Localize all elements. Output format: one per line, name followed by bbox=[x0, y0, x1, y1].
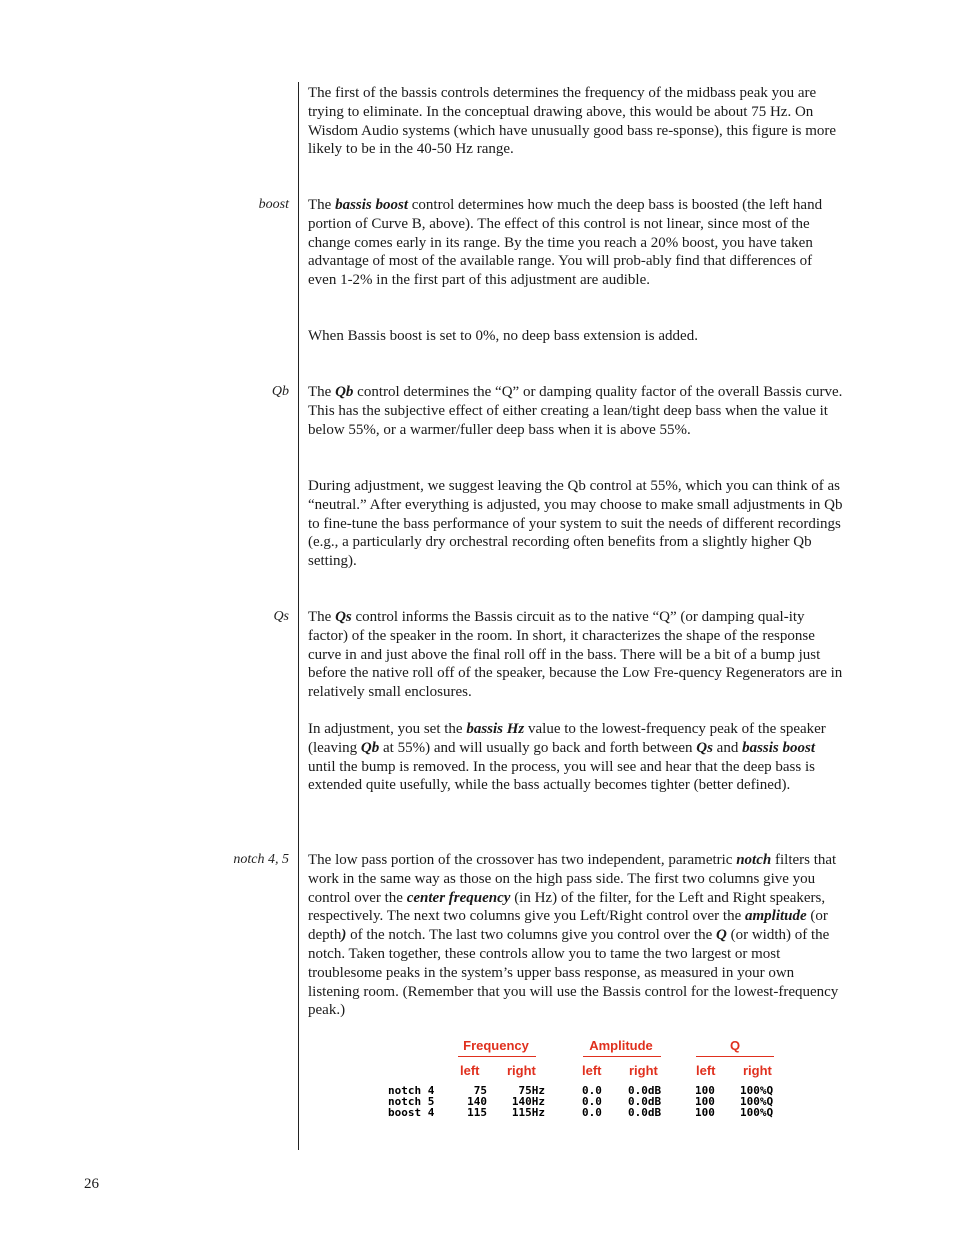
boost-paragraph-1: The bassis boost control determines how much the deep bass is boosted (the left hand portion of Curve B, above). The effect of this control is not linear, since most of the change comes early in its range. By the time you reach a 20% boost, you have taken advantage of most of the available range. You will prob-ably find that differences of even 1-2% in the first part of this adjustment are audible. bbox=[308, 197, 823, 289]
boost-paragraph-2: When Bassis boost is set to 0%, no deep bass extension is added. bbox=[308, 328, 698, 344]
row-2-q-right: 100%Q bbox=[740, 1095, 774, 1108]
intro-paragraph: The first of the bassis controls determines the frequency of the midbass peak you are trying to eliminate. In the conceptual drawing above, this would be about 75 Hz. On Wisdom Audio systems (which have unusually good bass re-sponse), this figure is more likely to be in the 40-50 Hz range. bbox=[308, 85, 837, 158]
row-3-name: boost 4 bbox=[388, 1106, 435, 1119]
row-2-amp-left: 0.0 bbox=[582, 1095, 602, 1108]
row-3-freq-left: 115 bbox=[467, 1106, 487, 1119]
term-qb: Qb bbox=[335, 384, 354, 400]
row-3-q-left: 100 bbox=[695, 1106, 715, 1119]
subheader-freq-right: right bbox=[507, 1063, 536, 1078]
row-3-amp-left: 0.0 bbox=[582, 1106, 602, 1119]
boost-margin-label: boost bbox=[258, 197, 289, 212]
subheader-amp-right: right bbox=[629, 1063, 658, 1078]
notch-paragraph: The low pass portion of the crossover has two independent, parametric notch filters that work in the same way as those on the high pass side. The first two columns give you control over the center frequency (in Hz) of the filter, for the Left and Right speakers, respectively. The next two columns give you Left/Right control over the amplitude (or depth) of the notch. The last two columns give you control over the Q (or width) of the notch. Taken together, these controls allow you to tame the two largest or most troublesome peaks in the system’s upper bass response, as measured in your own listening room. (Remember that you will use the Bassis control for the lowest-frequency peak.) bbox=[308, 852, 839, 1019]
row-3-amp-right: 0.0dB bbox=[628, 1106, 662, 1119]
row-3-q-right: 100%Q bbox=[740, 1106, 774, 1119]
row-1-amp-left: 0.0 bbox=[582, 1084, 602, 1097]
notch-settings-table bbox=[380, 1036, 800, 1126]
row-1-freq-right: 75Hz bbox=[518, 1084, 545, 1097]
row-2-freq-right: 140Hz bbox=[511, 1095, 545, 1108]
subheader-amp-left: left bbox=[582, 1063, 602, 1078]
header-amplitude-underline bbox=[583, 1056, 661, 1057]
term-qs: Qs bbox=[335, 609, 352, 625]
header-frequency-underline bbox=[458, 1056, 536, 1057]
row-2-amp-right: 0.0dB bbox=[628, 1095, 662, 1108]
row-1-q-left: 100 bbox=[695, 1084, 715, 1097]
header-q-underline bbox=[696, 1056, 774, 1057]
row-2-q-left: 100 bbox=[695, 1095, 715, 1108]
row-2-name: notch 5 bbox=[388, 1095, 435, 1108]
header-q: Q bbox=[729, 1038, 741, 1053]
qb-paragraph-2: During adjustment, we suggest leaving the Qb control at 55%, which you can think of as “neutral.” After everything is adjusted, you may choose to make small adjustments in Qb to fine-tune the bass performance of your system to suit the needs of different recordings (e.g., a particularly dry orchestral recording often benefits from a slightly higher Qb setting). bbox=[308, 478, 843, 570]
row-3-freq-right: 115Hz bbox=[511, 1106, 545, 1119]
qs-paragraph-1: The Qs control informs the Bassis circuit as to the native “Q” (or damping qual-ity factor) of the speaker in the room. In short, it characterizes the shape of the response curve in and just above the final roll off in the bass. There will be a bit of a bump just before the native roll off of the speaker, because the Low Fre-quency Regenerators are in relatively small enclosures. bbox=[308, 609, 843, 701]
subheader-freq-left: left bbox=[460, 1063, 480, 1078]
term-bassis-boost: bassis boost bbox=[335, 197, 409, 213]
header-frequency: Frequency bbox=[463, 1038, 529, 1053]
page-number: 26 bbox=[84, 1176, 99, 1192]
qs-paragraph-2: In adjustment, you set the bassis Hz value to the lowest-frequency peak of the speaker (leaving Qb at 55%) and will usually go back and forth between Qs and bassis boost until the bump is removed. In the process, you will see and hear that the deep bass is extended quite usefully, while the bass actually becomes tighter (better defined). bbox=[308, 721, 826, 794]
qb-margin-label: Qb bbox=[271, 384, 289, 399]
row-1-amp-right: 0.0dB bbox=[628, 1084, 662, 1097]
subheader-q-left: left bbox=[696, 1063, 716, 1078]
row-1-name: notch 4 bbox=[388, 1084, 435, 1097]
qs-margin-label: Qs bbox=[273, 609, 289, 624]
row-1-freq-left: 75 bbox=[473, 1084, 487, 1097]
header-amplitude: Amplitude bbox=[589, 1038, 653, 1053]
subheader-q-right: right bbox=[743, 1063, 772, 1078]
row-1-q-right: 100%Q bbox=[740, 1084, 774, 1097]
margin-rule bbox=[298, 82, 299, 1150]
notch-margin-label: notch 4, 5 bbox=[233, 852, 289, 867]
qb-paragraph-1: The Qb control determines the “Q” or damping quality factor of the overall Bassis curve. This has the subjective effect of either creating a lean/tight deep bass when the value it below 55%, or a warmer/fuller deep bass when it is above 55%. bbox=[308, 384, 843, 438]
row-2-freq-left: 140 bbox=[467, 1095, 487, 1108]
